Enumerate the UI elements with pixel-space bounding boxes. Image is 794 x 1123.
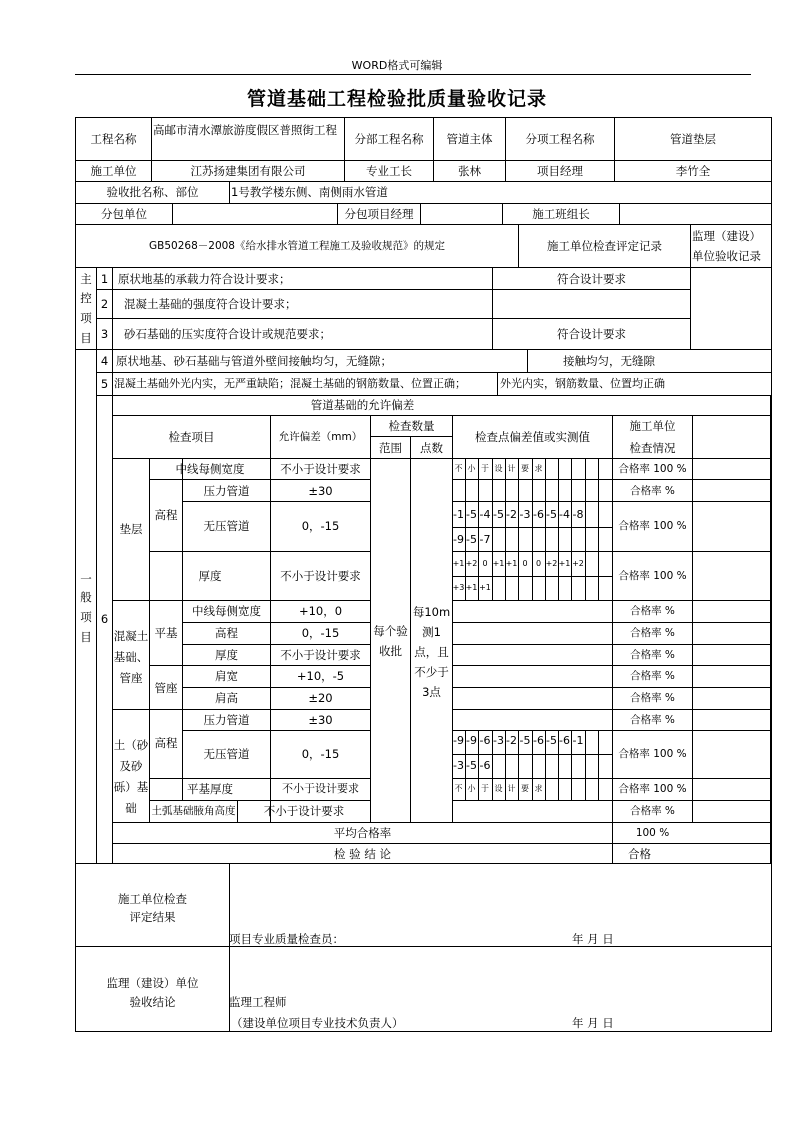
group-elevation: 高程 bbox=[154, 508, 178, 522]
measured-cell: -6 bbox=[533, 734, 544, 747]
general-label-3: 项 bbox=[80, 610, 92, 624]
average-value: 100 % bbox=[635, 827, 670, 839]
measured-cell: +1 bbox=[452, 559, 465, 568]
measured-cell: +2 bbox=[545, 559, 558, 568]
measured-cell: -9 bbox=[466, 734, 477, 747]
main-item-text: 原状地基的承载力符合设计要求； bbox=[118, 272, 291, 286]
measured-cell: -5 bbox=[546, 508, 557, 521]
group-concrete: 混凝土基础、管座 bbox=[113, 629, 149, 685]
check-item: 肩宽 bbox=[215, 669, 238, 683]
measured-cell: -5 bbox=[493, 508, 504, 521]
conclusion-label: 检 验 结 论 bbox=[334, 847, 391, 861]
general-item-no: 6 bbox=[100, 612, 109, 626]
general-item-text: 原状地基、砂石基础与管道外壁间接触均匀，无缝隙； bbox=[116, 354, 392, 368]
measured-cell: -2 bbox=[506, 734, 517, 747]
measured-cell: -6 bbox=[533, 508, 544, 521]
general-item-no: 4 bbox=[100, 354, 109, 368]
main-item-result: 符合设计要求 bbox=[557, 327, 626, 341]
manager-value: 李竹全 bbox=[675, 164, 711, 178]
measured-cell: +1 bbox=[558, 559, 571, 568]
measured-cell: +2 bbox=[465, 559, 478, 568]
main-control-label-2: 控 bbox=[80, 291, 92, 305]
pass-rate: 合格率 100 % bbox=[618, 748, 687, 760]
measured-cell: 小 bbox=[467, 464, 476, 473]
sub-manager-label: 分包项目经理 bbox=[344, 207, 414, 221]
pass-rate: 合格率 100 % bbox=[618, 463, 687, 475]
measured-cell: +1 bbox=[479, 583, 491, 592]
measured-cell: 于 bbox=[481, 784, 489, 793]
measured-cell: 0 bbox=[522, 559, 528, 568]
measured-cell: -4 bbox=[559, 508, 570, 521]
measured-cell: -5 bbox=[466, 533, 477, 546]
tolerance-value: +10，0 bbox=[298, 604, 343, 618]
col-quantity-header: 检查数量 bbox=[388, 419, 435, 433]
constructor-eval-label-1: 施工单位检查 bbox=[118, 892, 187, 906]
measured-cell: -2 bbox=[506, 508, 517, 521]
group-pipe-seat: 管座 bbox=[154, 681, 178, 695]
main-control-label-4: 目 bbox=[80, 331, 92, 345]
measured-cell: -5 bbox=[466, 759, 477, 772]
subcontractor-label: 分包单位 bbox=[101, 207, 147, 221]
measured-cell: +1 bbox=[505, 559, 518, 568]
pass-rate: 合格率 100 % bbox=[618, 520, 687, 532]
measured-cell: -9 bbox=[453, 533, 464, 546]
measured-cell: +1 bbox=[492, 559, 505, 568]
col-item-header: 检查项目 bbox=[168, 430, 215, 444]
general-label-1: 一 bbox=[80, 572, 92, 586]
general-label-4: 目 bbox=[80, 630, 92, 644]
measured-cell: -5 bbox=[519, 734, 531, 747]
measured-cell: -6 bbox=[479, 734, 491, 747]
pass-rate: 合格率 100 % bbox=[618, 570, 687, 582]
measured-cell: 设 bbox=[494, 464, 503, 473]
standard-text: GB50268－2008《给水排水管道工程施工及验收规范》的规定 bbox=[149, 240, 445, 252]
item-project-value: 管道垫层 bbox=[670, 132, 716, 146]
page-header: WORD格式可编辑 bbox=[351, 59, 443, 72]
range-text: 每个验收批 bbox=[373, 624, 408, 658]
pass-rate: 合格率 % bbox=[630, 670, 675, 682]
main-item-result: 符合设计要求 bbox=[557, 272, 626, 286]
measured-cell: +1 bbox=[465, 583, 478, 592]
points-text: 每10m测1点，且不少于3点 bbox=[412, 605, 451, 699]
main-item-no: 2 bbox=[100, 297, 109, 311]
measured-cell: 计 bbox=[507, 464, 516, 473]
col-points-header: 点数 bbox=[420, 441, 443, 455]
measured-cell: -7 bbox=[479, 533, 491, 546]
pass-rate: 合格率 % bbox=[630, 485, 675, 497]
check-item: 厚度 bbox=[198, 569, 222, 583]
tolerance-value: 0，-15 bbox=[301, 519, 340, 533]
main-item-text: 混凝土基础的强度符合设计要求； bbox=[124, 297, 297, 311]
batch-label: 验收批名称、部位 bbox=[106, 185, 199, 199]
group-cushion: 垫层 bbox=[119, 522, 143, 536]
check-item: 压力管道 bbox=[203, 484, 250, 498]
pass-rate: 合格率 % bbox=[630, 649, 675, 661]
tolerance-value: 不小于设计要求 bbox=[282, 782, 359, 795]
tolerance-value: 不小于设计要求 bbox=[280, 462, 361, 476]
col-result-header-1: 施工单位 bbox=[629, 419, 676, 433]
sub-project-value: 管道主体 bbox=[446, 132, 493, 146]
item-project-label: 分项工程名称 bbox=[525, 132, 595, 146]
check-item: 压力管道 bbox=[203, 713, 250, 727]
project-name-label: 工程名称 bbox=[90, 132, 137, 146]
measured-cell: -8 bbox=[572, 508, 584, 521]
inspector-signature-label: 项目专业质量检查员： bbox=[229, 932, 344, 946]
measured-cell: 要 bbox=[521, 464, 529, 473]
measured-cell: 0 bbox=[535, 559, 542, 568]
check-item: 平基厚度 bbox=[187, 782, 233, 796]
batch-value: 1号教学楼东侧、南侧雨水管道 bbox=[231, 185, 388, 199]
acceptance-date: 年 月 日 bbox=[572, 1016, 614, 1030]
group-elevation: 高程 bbox=[154, 736, 178, 750]
measured-cell: 要 bbox=[521, 784, 529, 793]
supervisor-record-header-2: 单位验收记录 bbox=[692, 249, 761, 263]
measured-cell: -4 bbox=[479, 508, 491, 521]
constructor-value: 江苏扬建集团有限公司 bbox=[190, 164, 306, 178]
foreman-value: 张林 bbox=[458, 164, 481, 178]
check-item: 土弧基础腋角高度 bbox=[151, 805, 236, 817]
col-measured-header: 检查点偏差值或实测值 bbox=[475, 430, 590, 444]
measured-cell: -1 bbox=[572, 734, 584, 747]
tolerance-value: ±30 bbox=[308, 484, 333, 498]
project-name-value: 高邮市清水潭旅游度假区普照街工程 bbox=[153, 123, 337, 137]
measured-cell: -5 bbox=[466, 508, 477, 521]
pass-rate: 合格率 % bbox=[630, 627, 675, 639]
tolerance-value: 0，-15 bbox=[301, 626, 340, 640]
check-item: 中线每侧宽度 bbox=[192, 604, 261, 618]
conclusion-value: 合格 bbox=[628, 847, 651, 861]
pass-rate: 合格率 % bbox=[630, 714, 675, 726]
pass-rate: 合格率 % bbox=[630, 692, 675, 704]
tolerance-value: ±30 bbox=[308, 713, 333, 727]
measured-cell: -9 bbox=[453, 734, 464, 747]
tolerance-value: 不小于设计要求 bbox=[263, 804, 345, 818]
main-control-label-1: 主 bbox=[80, 272, 92, 286]
measured-cell: 不 bbox=[454, 464, 463, 473]
tolerance-value: 不小于设计要求 bbox=[280, 648, 361, 662]
average-label: 平均合格率 bbox=[333, 826, 392, 840]
check-item: 高程 bbox=[215, 626, 238, 640]
general-item-no: 5 bbox=[100, 377, 109, 391]
tolerance-value: ±20 bbox=[308, 691, 333, 705]
supervisor-label-2: 验收结论 bbox=[129, 995, 176, 1009]
tolerance-value: 0，-15 bbox=[301, 747, 340, 761]
col-result-header-2: 检查情况 bbox=[629, 441, 676, 455]
check-item: 中线每侧宽度 bbox=[175, 462, 245, 476]
tolerance-value: 不小于设计要求 bbox=[280, 569, 361, 583]
measured-cell: -3 bbox=[493, 734, 504, 747]
tolerance-value: +10，-5 bbox=[296, 669, 345, 683]
check-item: 厚度 bbox=[215, 648, 238, 662]
supervisor-label-1: 监理（建设）单位 bbox=[106, 976, 199, 990]
measured-cell: 计 bbox=[507, 784, 516, 793]
pass-rate: 合格率 % bbox=[630, 805, 675, 817]
check-item: 无压管道 bbox=[203, 519, 250, 533]
measured-cell: 小 bbox=[467, 784, 476, 793]
general-item-text: 混凝土基础外光内实，无严重缺陷；混凝土基础的钢筋数量、位置正确； bbox=[114, 377, 466, 390]
constructor-eval-label-2: 评定结果 bbox=[129, 910, 176, 924]
measured-cell: -1 bbox=[453, 508, 464, 521]
pass-rate: 合格率 100 % bbox=[618, 783, 687, 795]
check-record-header: 施工单位检查评定记录 bbox=[547, 239, 662, 253]
engineer-label: 监理工程师 bbox=[229, 995, 287, 1009]
group-earth: 土（砂及砂砾）基础 bbox=[113, 738, 149, 815]
general-label-2: 般 bbox=[80, 590, 92, 604]
team-leader-label: 施工班组长 bbox=[532, 207, 590, 221]
measured-cell: 不 bbox=[454, 784, 463, 793]
constructor-label: 施工单位 bbox=[90, 164, 137, 178]
main-control-label-3: 项 bbox=[80, 311, 92, 325]
sub-project-label: 分部工程名称 bbox=[354, 132, 424, 146]
general-item-result: 外光内实，钢筋数量、位置均正确 bbox=[500, 377, 665, 390]
measured-cell: -3 bbox=[519, 508, 531, 521]
measured-cell: -5 bbox=[546, 734, 557, 747]
tech-lead-label: （建设单位项目专业技术负责人） bbox=[231, 1016, 404, 1030]
measured-cell: +3 bbox=[452, 583, 465, 592]
page-title: 管道基础工程检验批质量验收记录 bbox=[246, 88, 547, 110]
check-item: 肩高 bbox=[215, 691, 238, 705]
tolerance-table-title: 管道基础的允许偏差 bbox=[310, 398, 415, 412]
measured-cell: 求 bbox=[534, 784, 543, 793]
measured-cell: 0 bbox=[482, 559, 488, 568]
inspection-date: 年 月 日 bbox=[572, 932, 614, 946]
supervisor-record-header-1: 监理（建设） bbox=[692, 229, 761, 243]
col-range-header: 范围 bbox=[379, 441, 402, 455]
col-tolerance-header: 允许偏差（mm） bbox=[278, 431, 363, 443]
main-item-no: 3 bbox=[100, 327, 109, 341]
main-item-no: 1 bbox=[100, 272, 109, 286]
measured-cell: 设 bbox=[494, 784, 503, 793]
measured-cell: 求 bbox=[534, 464, 543, 473]
measured-cell: +2 bbox=[572, 559, 584, 568]
general-item-result: 接触均匀，无缝隙 bbox=[563, 354, 655, 368]
measured-cell: 于 bbox=[481, 464, 489, 473]
foreman-label: 专业工长 bbox=[366, 164, 412, 178]
check-item: 无压管道 bbox=[203, 747, 250, 761]
manager-label: 项目经理 bbox=[537, 164, 583, 178]
measured-cell: -3 bbox=[453, 759, 464, 772]
pass-rate: 合格率 % bbox=[630, 605, 675, 617]
main-item-text: 砂石基础的压实度符合设计或规范要求； bbox=[124, 327, 331, 341]
measured-cell: -6 bbox=[479, 759, 491, 772]
measured-cell: -6 bbox=[559, 734, 570, 747]
group-flat-base: 平基 bbox=[154, 626, 178, 640]
